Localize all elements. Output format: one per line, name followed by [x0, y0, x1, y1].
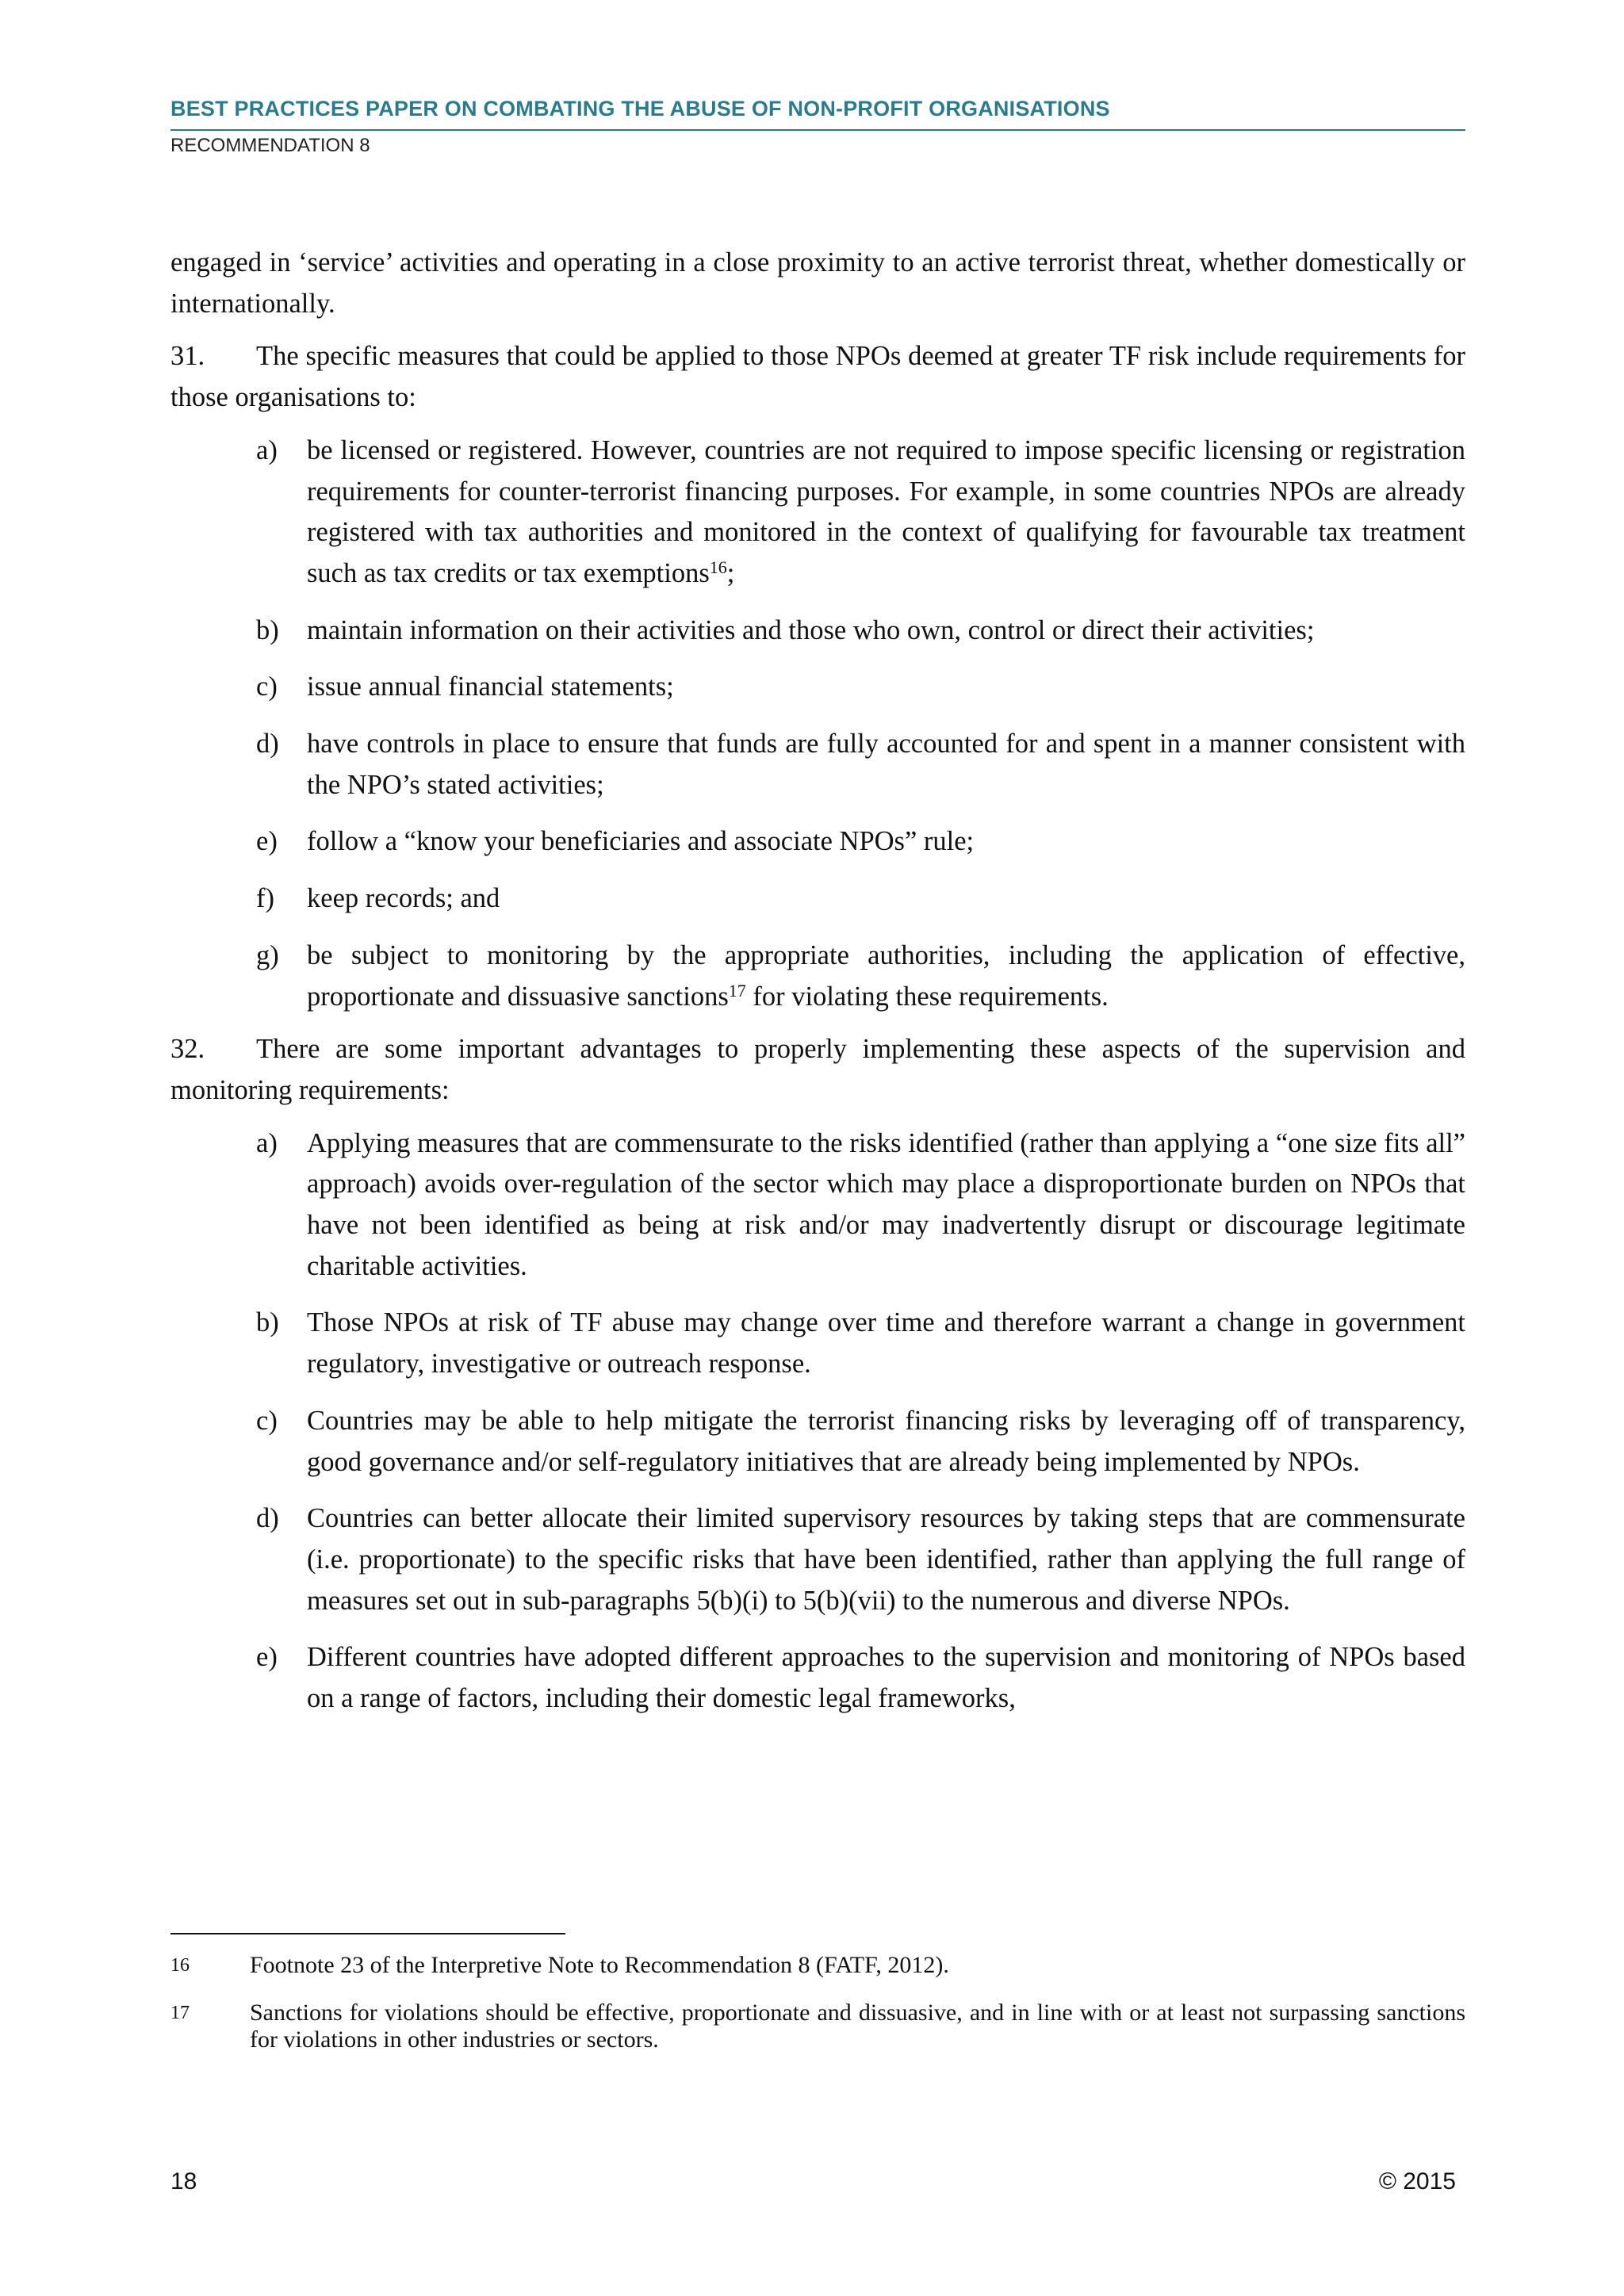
list-item-text: be subject to monitoring by the appropriate authorities, including the application of effective, proportionate and dissuasive sanctions [307, 939, 1465, 1012]
document-page [170, 0, 1465, 2296]
footnote-text: Footnote 23 of the Interpretive Note to Recommendation 8 (FATF, 2012). [250, 1952, 949, 1978]
list-item: g) be subject to monitoring by the appropriate authorities, including the application of effective, proportionate and dissuasive sanctions$^{17}$ for violating these requirements. [170, 936, 1465, 1017]
paragraph-number: 32. [170, 1034, 205, 1065]
list-item-text: have controls in place to ensure that funds are fully accounted for and spent in a manner consistent with the NPO’s stated activities; [307, 729, 1465, 800]
footnote-ref[interactable]: 16 [709, 557, 727, 577]
list-item-text: be licensed or registered. However, countries are not required to impose specific licensing or registration requirements for counter-terrorist financing purposes. For example, in some countries NPOs are already registered with tax authorities and monitored in the context of qualifying for favourable tax treatment such as tax credits or tax exemptions [307, 434, 1465, 588]
footnote-number: 16 [170, 1955, 190, 1976]
page-number: 18 [170, 2168, 197, 2195]
list-item [170, 878, 1465, 920]
paragraph-31-list [170, 430, 1465, 1017]
footnote-16 [170, 1952, 1465, 1979]
footnote-number: 17 [170, 2003, 190, 2023]
paragraph-number: 31. [170, 341, 205, 372]
paragraph-text: The specific measures that could be applied to those NPOs deemed at greater TF risk include requirements for those organisations to: [170, 341, 1465, 413]
list-item [170, 1401, 1465, 1483]
paragraph-text: There are some important advantages to properly implementing these aspects of the supervision and monitoring requirements: [170, 1034, 1465, 1105]
running-header-title: BEST PRACTICES PAPER ON COMBATING THE ABUSE OF NON-PROFIT ORGANISATIONS [170, 97, 1110, 121]
list-item-label: e) [256, 826, 278, 857]
copyright-notice: © 2015 [1378, 2168, 1456, 2195]
list-item-text: follow a “know your beneficiaries and associate NPOs” rule; [307, 826, 975, 857]
list-item-label: d) [256, 729, 279, 760]
list-item-label: c) [256, 1405, 278, 1436]
list-item-label: a) [256, 1127, 278, 1158]
list-item-text: Different countries have adopted different approaches to the supervision and monitoring of NPOs based on a range of factors, including their domestic legal frameworks, [307, 1642, 1465, 1714]
body-text [170, 243, 1465, 1720]
intro-paragraph: engaged in ‘service’ activities and operating in a close proximity to an active terrorist threat, whether domestically or internationally. [170, 247, 1465, 319]
paragraph-31 [170, 336, 1465, 418]
list-item [170, 1498, 1465, 1621]
list-item-label: g) [256, 939, 279, 970]
footnote-separator [170, 1933, 565, 1934]
paragraph-32-list [170, 1123, 1465, 1720]
list-item-label: a) [256, 434, 278, 465]
header-rule [170, 129, 1465, 131]
list-item-label: b) [256, 614, 279, 645]
list-item-text: issue annual financial statements; [307, 672, 674, 702]
list-item-text: Countries may be able to help mitigate the terrorist financing risks by leveraging off of transparency, good governance and/or self-regulatory initiatives that are already being implemented by NPOs. [307, 1405, 1465, 1477]
running-header-subtitle: RECOMMENDATION 8 [170, 135, 370, 156]
list-item-label: f) [256, 883, 274, 914]
paragraph-32 [170, 1029, 1465, 1111]
footnote-17 [170, 1999, 1465, 2053]
list-item [170, 821, 1465, 863]
list-item-text: maintain information on their activities and those who own, control or direct their activities; [307, 614, 1315, 645]
list-item-label: e) [256, 1642, 278, 1673]
list-item [170, 610, 1465, 652]
list-item-text: Those NPOs at risk of TF abuse may change over time and therefore warrant a change in government regulatory, investigative or outreach response. [307, 1307, 1465, 1380]
list-item [170, 1303, 1465, 1384]
list-item-label: c) [256, 672, 278, 702]
list-item [170, 1123, 1465, 1288]
footnote-ref[interactable]: 17 [728, 980, 746, 1001]
list-item-text: keep records; and [307, 883, 500, 914]
list-item-label: b) [256, 1307, 279, 1338]
list-item-label: d) [256, 1503, 279, 1534]
footnote-text: Sanctions for violations should be effective, proportionate and dissuasive, and in line with or at least not surpassing sanctions for violations in other industries or sectors. [250, 1999, 1465, 2053]
list-item [170, 724, 1465, 806]
list-item [170, 1637, 1465, 1719]
list-item [170, 667, 1465, 708]
list-item-text: Countries can better allocate their limited supervisory resources by taking steps that are commensurate (i.e. proportionate) to the specific risks that have been identified, rather than applying the full range of measures set out in sub-paragraphs 5(b)(i) to 5(b)(vii) to the numerous and diverse NPOs. [307, 1503, 1465, 1616]
list-item: a) be licensed or registered. However, countries are not required to impose specific licensing or registration requirements for counter-terrorist financing purposes. For example, in some countries NPOs are already registered with tax authorities and monitored in the context of qualifying for favourable tax treatment such as tax credits or tax exemptions$^{16}$; [170, 430, 1465, 595]
list-item-text: Applying measures that are commensurate to the risks identified (rather than applying a “one size fits all” approach) avoids over-regulation of the sector which may place a disproportionate burden on NPOs that have not been identified as being at risk and/or may inadvertently disrupt or discourage legitimate charitable activities. [307, 1127, 1465, 1281]
